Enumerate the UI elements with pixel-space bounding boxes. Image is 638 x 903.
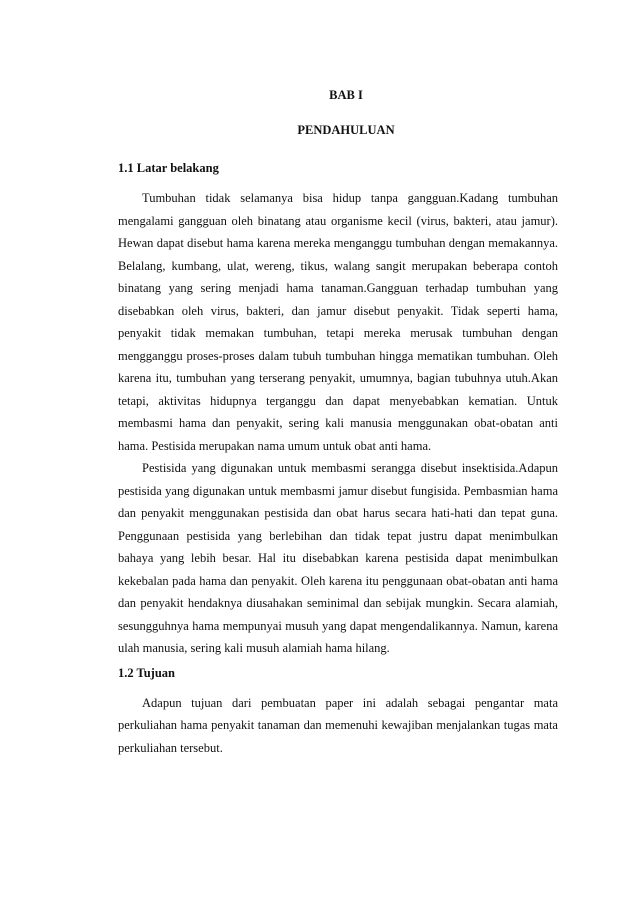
section-title: 1.2 Tujuan bbox=[118, 665, 175, 680]
section-tujuan bbox=[118, 664, 558, 760]
paragraph: Pestisida yang digunakan untuk membasmi serangga disebut insektisida.Adapun pestisida yang digunakan untuk membasmi jamur disebut fungisida. Pembasmian hama dan penyakit menggunakan pestisida dan obat harus secara hati-hati dan tepat guna. Penggunaan pestisida yang berlebihan dan tidak tepat justru dapat menimbulkan bahaya yang lebih besar. Hal itu disebabkan karena pestisida dapat menimbulkan kekebalan pada hama dan penyakit. Oleh karena itu penggunaan obat-obatan anti hama dan penyakit hendaknya diusahakan seminimal dan sebijak mungkin. Secara alamiah, sesungguhnya hama mempunyai musuh yang dapat mengendalikannya. Namun, karena ulah manusia, sering kali musuh alamiah hama hilang. bbox=[118, 461, 558, 655]
section-latar-belakang bbox=[118, 159, 558, 660]
chapter-number: BAB I bbox=[329, 88, 363, 102]
section-title: 1.1 Latar belakang bbox=[118, 161, 219, 175]
chapter-title: PENDAHULUAN bbox=[297, 123, 395, 137]
paragraph: Tumbuhan tidak selamanya bisa hidup tanpa gangguan.Kadang tumbuhan mengalami gangguan oleh binatang atau organisme kecil (virus, bakteri, atau jamur). Hewan dapat disebut hama karena mereka menganggu tumbuhan dengan memakannya. Belalang, kumbang, ulat, wereng, tikus, walang sangit merupakan beberapa contoh binatang yang sering menjadi hama tanaman.Gangguan terhadap tumbuhan yang disebabkan oleh virus, bakteri, dan jamur disebut penyakit. Tidak seperti hama, penyakit tidak memakan tumbuhan, tetapi mereka merusak tumbuhan dengan mengganggu proses-proses dalam tubuh tumbuhan hingga mematikan tumbuhan. Oleh karena itu, tumbuhan yang terserang penyakit, umumnya, bagian tubuhnya utuh.Akan tetapi, aktivitas hidupnya terganggu dan dapat menyebabkan kematian. Untuk membasmi hama dan penyakit, sering kali manusia menggunakan obat-obatan anti hama. Pestisida merupakan nama umum untuk obat anti hama. bbox=[118, 191, 558, 453]
paragraph: Adapun tujuan dari pembuatan paper ini adalah sebagai pengantar mata perkuliahan hama penyakit tanaman dan memenuhi kewajiban menjalankan tugas mata perkuliahan tersebut. bbox=[118, 695, 558, 755]
